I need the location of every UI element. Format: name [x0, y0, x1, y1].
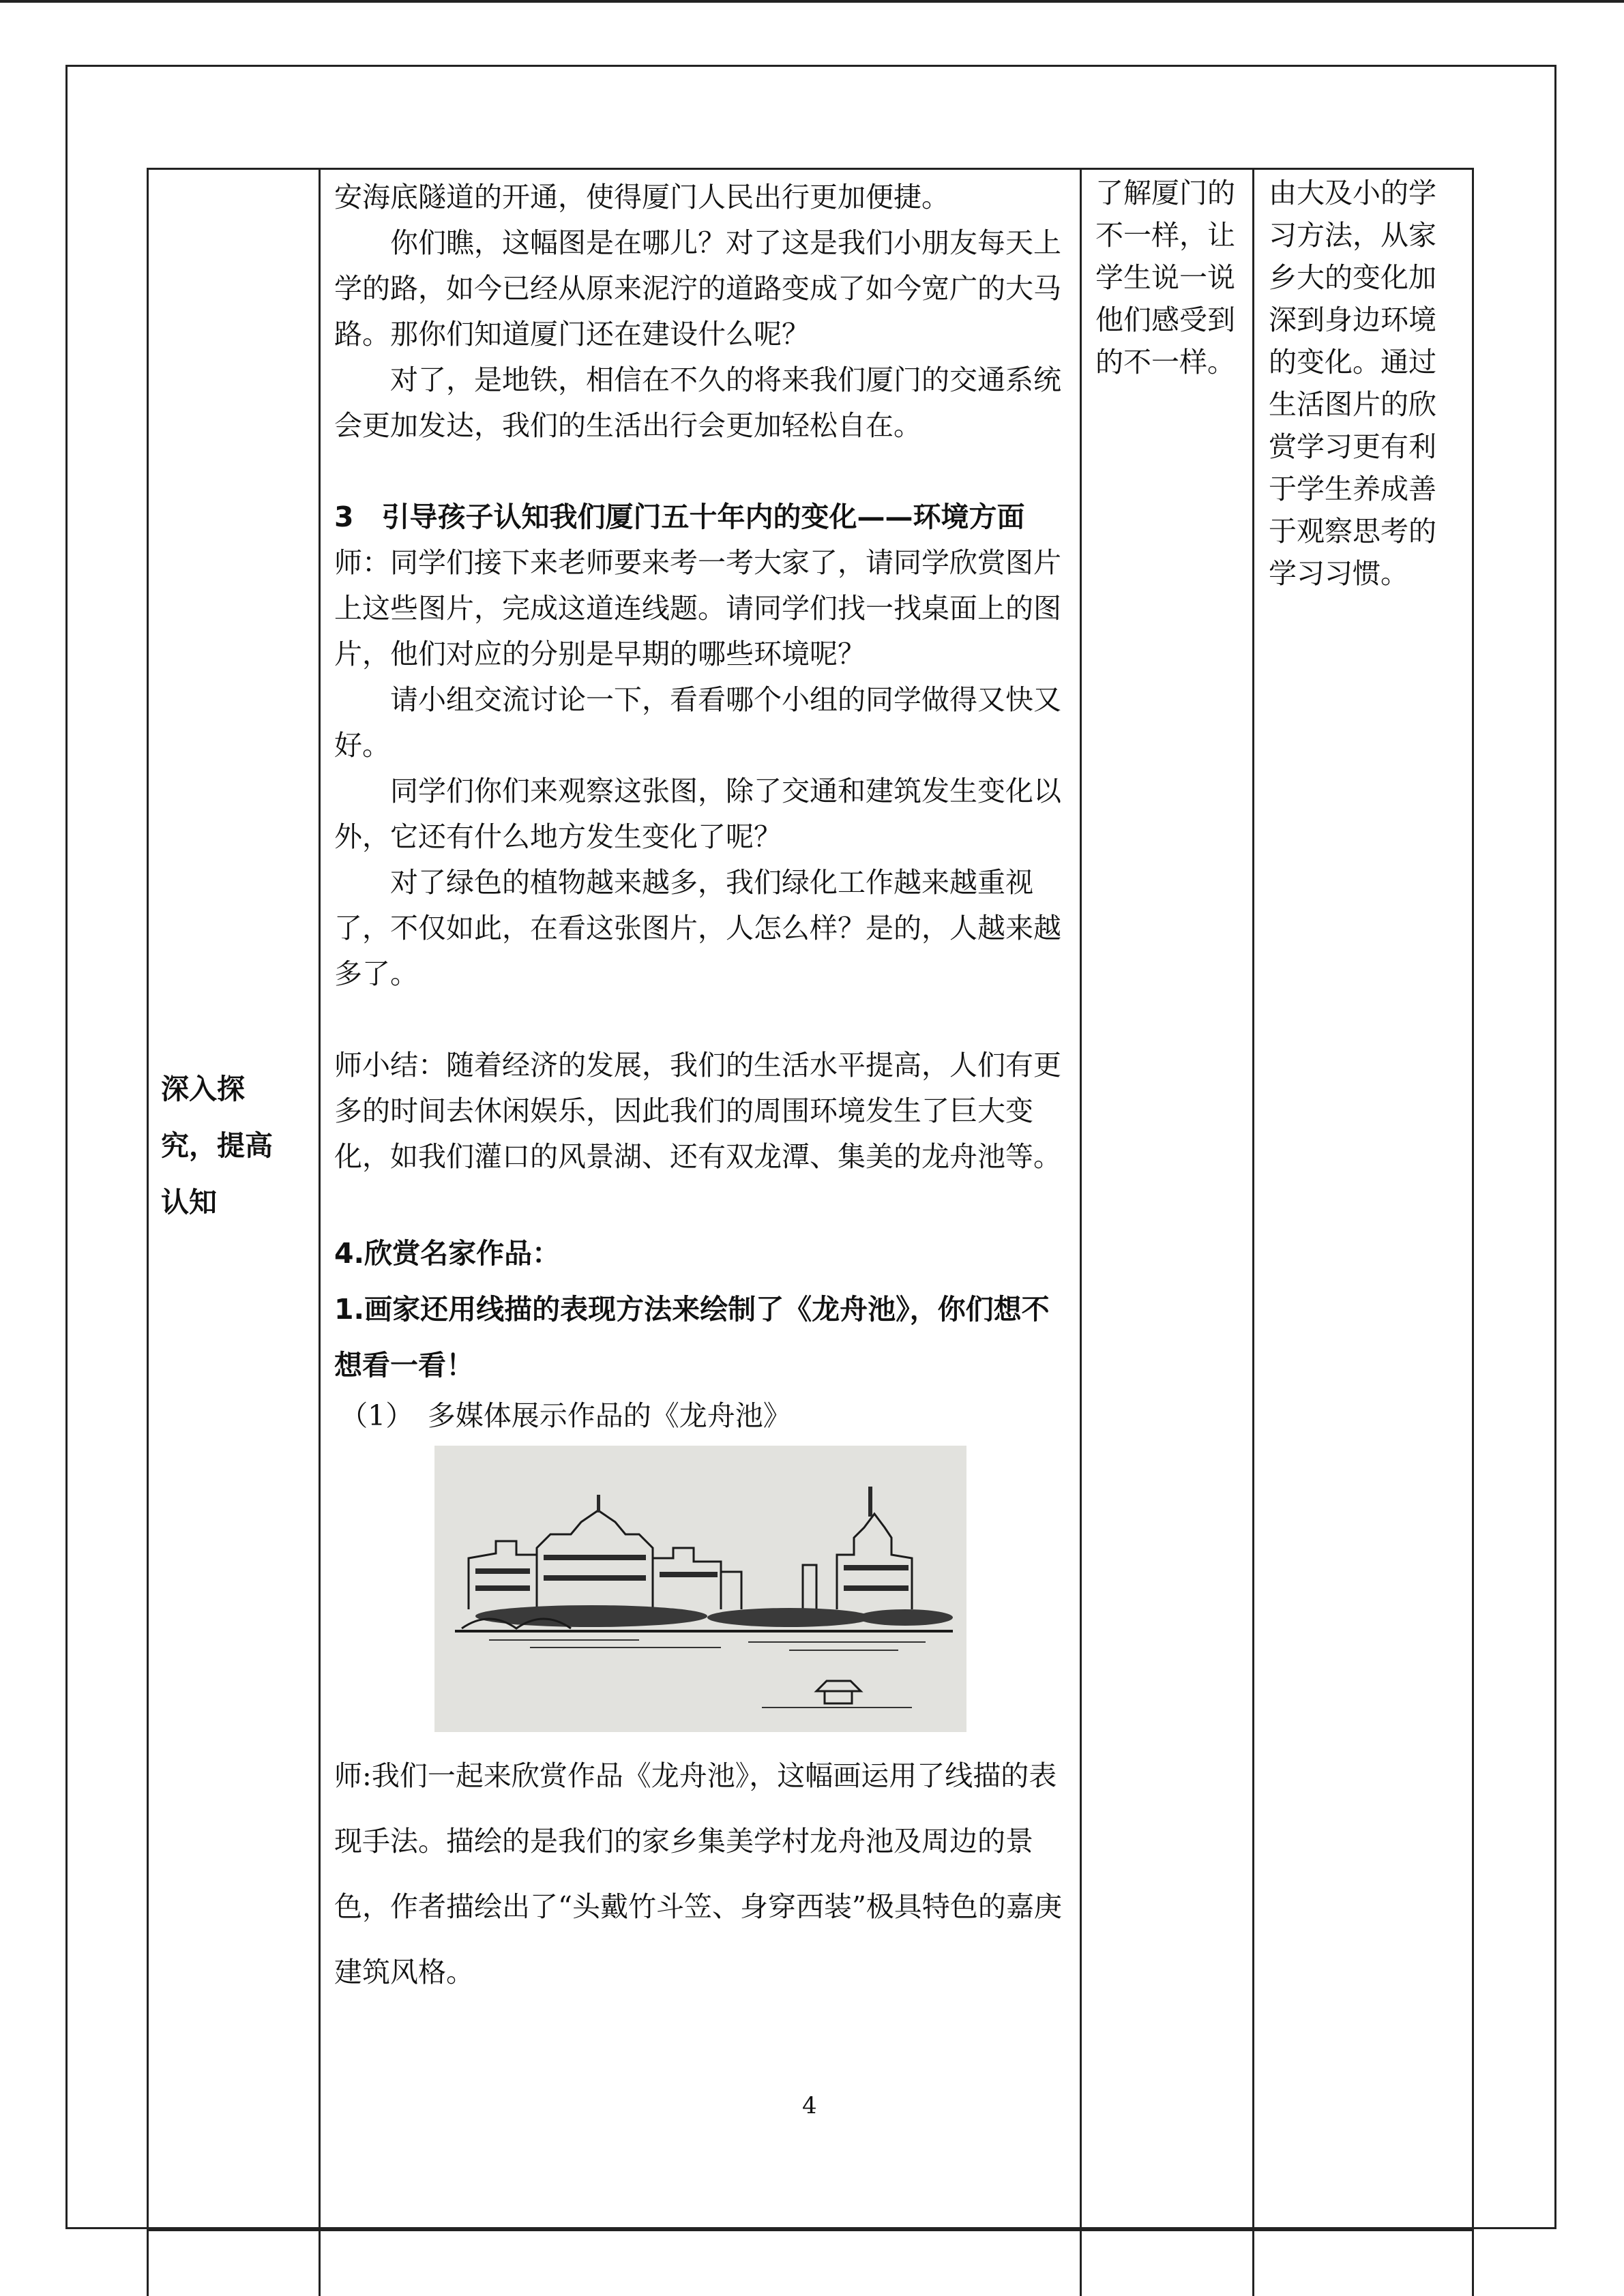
- stage-label: 深入探究，提高认知: [161, 1073, 273, 1219]
- design-intent: 由大及小的学习方法，从家乡大的变化加深到身边环境的变化。通过生活图片的欣赏学习更有利于学生养成善于观察思考的学习习惯。: [1269, 177, 1436, 590]
- spacer: [334, 1180, 1071, 1225]
- table-col-divider-5: [1472, 168, 1474, 2296]
- paragraph: 你们瞧，这幅图是在哪儿？对了这是我们小朋友每天上学的路，如今已经从原来泥泞的道路变成了如今宽广的大马路。那你们知道厦门还在建设什么呢？: [334, 226, 1061, 351]
- spacer: [334, 449, 1071, 494]
- table-col-divider-4: [1252, 168, 1254, 2296]
- dragon-boat-pond-sketch: [434, 1446, 966, 1732]
- paragraph: 师：同学们接下来老师要来考一考大家了，请同学欣赏图片上这些图片，完成这道连线题。请同学们找一找桌面上的图片，他们对应的分别是早期的哪些环境呢？: [334, 546, 1061, 670]
- paragraph: 师小结：随着经济的发展，我们的生活水平提高，人们有更多的时间去休闲娱乐，因此我们的周围环境发生了巨大变化，如我们灌口的风景湖、还有双龙潭、集美的龙舟池等。: [334, 1049, 1061, 1173]
- paragraph: 安海底隧道的开通，使得厦门人民出行更加便捷。: [334, 181, 949, 213]
- paragraph: 对了，是地铁，相信在不久的将来我们厦门的交通系统会更加发达，我们的生活出行会更加轻松自在。: [334, 363, 1061, 442]
- paragraph: 请小组交流讨论一下，看看哪个小组的同学做得又快又好。: [334, 683, 1061, 762]
- table-top-rule: [147, 168, 1473, 170]
- table-col-divider-1: [147, 168, 149, 2296]
- section-heading: 3 引导孩子认知我们厦门五十年内的变化——环境方面: [334, 501, 1025, 533]
- paragraph: 同学们你们来观察这张图，除了交通和建筑发生变化以外，它还有什么地方发生变化了呢？: [334, 775, 1061, 853]
- paragraph: 师:我们一起来欣赏作品《龙舟池》，这幅画运用了线描的表现手法。描绘的是我们的家乡集美学村龙舟池及周边的景色，作者描绘出了“头戴竹斗笠、身穿西装”极具特色的嘉庚建筑风格。: [334, 1759, 1062, 1988]
- table-col-divider-2: [319, 168, 321, 2296]
- student-activity: 了解厦门的不一样，让学生说一说他们感受到的不一样。: [1095, 177, 1235, 378]
- table-row-divider: [147, 2229, 1473, 2231]
- table-col-divider-3: [1080, 168, 1082, 2296]
- paragraph: 对了绿色的植物越来越多，我们绿化工作越来越重视了，不仅如此，在看这张图片，人怎么样？是的，人越来越多了。: [334, 866, 1061, 990]
- spacer: [334, 997, 1071, 1043]
- list-item: （1） 多媒体展示作品的《龙舟池》: [340, 1399, 791, 1432]
- top-border: [0, 0, 1624, 3]
- sub-heading: 1.画家还用线描的表现方法来绘制了《龙舟池》，你们想不想看一看！: [334, 1293, 1050, 1382]
- section-heading: 4.欣赏名家作品：: [334, 1237, 561, 1270]
- teaching-process: [334, 175, 1071, 2005]
- page-number: 4: [802, 2092, 817, 2119]
